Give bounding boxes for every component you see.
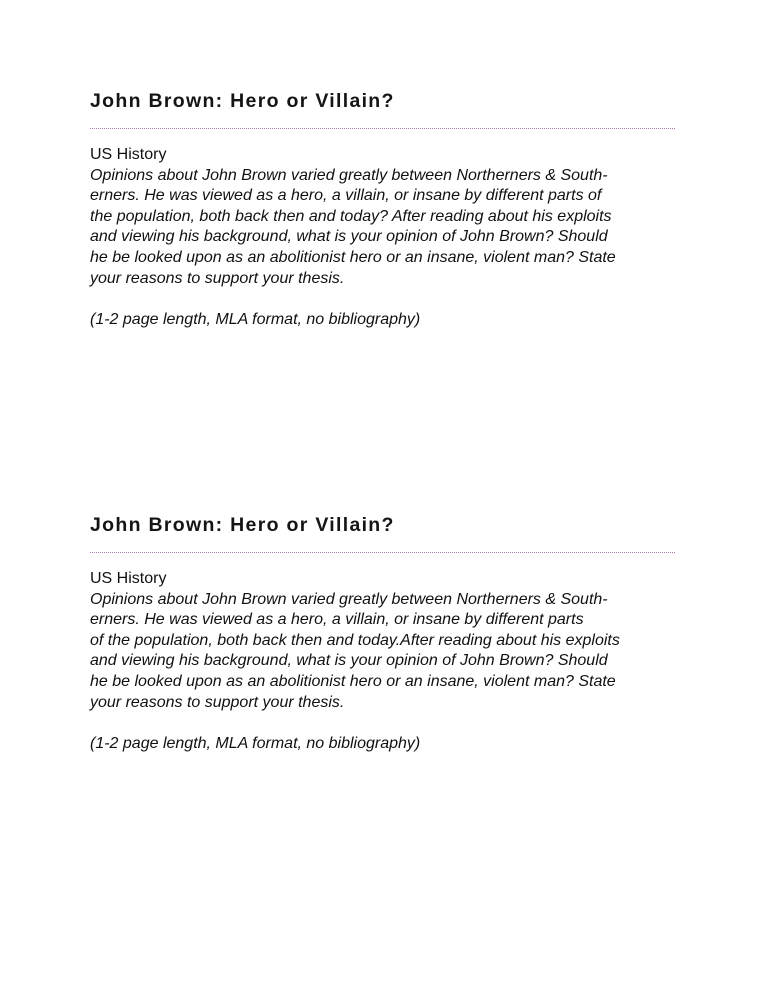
prompt-line: he be looked upon as an abolitionist hero or an insane, violent man? State — [90, 672, 616, 690]
subject-label: US History — [90, 146, 167, 163]
prompt-line: your reasons to support your thesis. — [90, 269, 345, 287]
assignment-prompt — [90, 590, 675, 714]
assignment-section-2 — [90, 510, 675, 754]
prompt-line: the population, both back then and today? After reading about his exploits — [90, 207, 612, 225]
assignment-title: John Brown: Hero or Villain? — [90, 514, 395, 536]
length-requirement-note: (1-2 page length, MLA format, no bibliography) — [90, 734, 421, 752]
prompt-line: erners. He was viewed as a hero, a villain, or insane by different parts — [90, 611, 584, 629]
prompt-line: and viewing his background, what is your opinion of John Brown? Should — [90, 652, 608, 670]
prompt-line: your reasons to support your thesis. — [90, 693, 345, 711]
prompt-line: erners. He was viewed as a hero, a villain, or insane by different parts of — [90, 187, 602, 205]
assignment-section-1 — [90, 86, 675, 330]
prompt-line: Opinions about John Brown varied greatly between Northerners & South- — [90, 590, 608, 608]
prompt-line: of the population, both back then and today.After reading about his exploits — [90, 631, 620, 649]
prompt-line: Opinions about John Brown varied greatly between Northerners & South- — [90, 166, 608, 184]
assignment-prompt — [90, 166, 675, 290]
dotted-divider — [90, 552, 675, 553]
prompt-line: and viewing his background, what is your opinion of John Brown? Should — [90, 228, 608, 246]
subject-label: US History — [90, 570, 167, 587]
assignment-title: John Brown: Hero or Villain? — [90, 90, 395, 112]
length-requirement-note: (1-2 page length, MLA format, no bibliography) — [90, 310, 421, 328]
prompt-line: he be looked upon as an abolitionist hero or an insane, violent man? State — [90, 248, 616, 266]
dotted-divider — [90, 128, 675, 129]
